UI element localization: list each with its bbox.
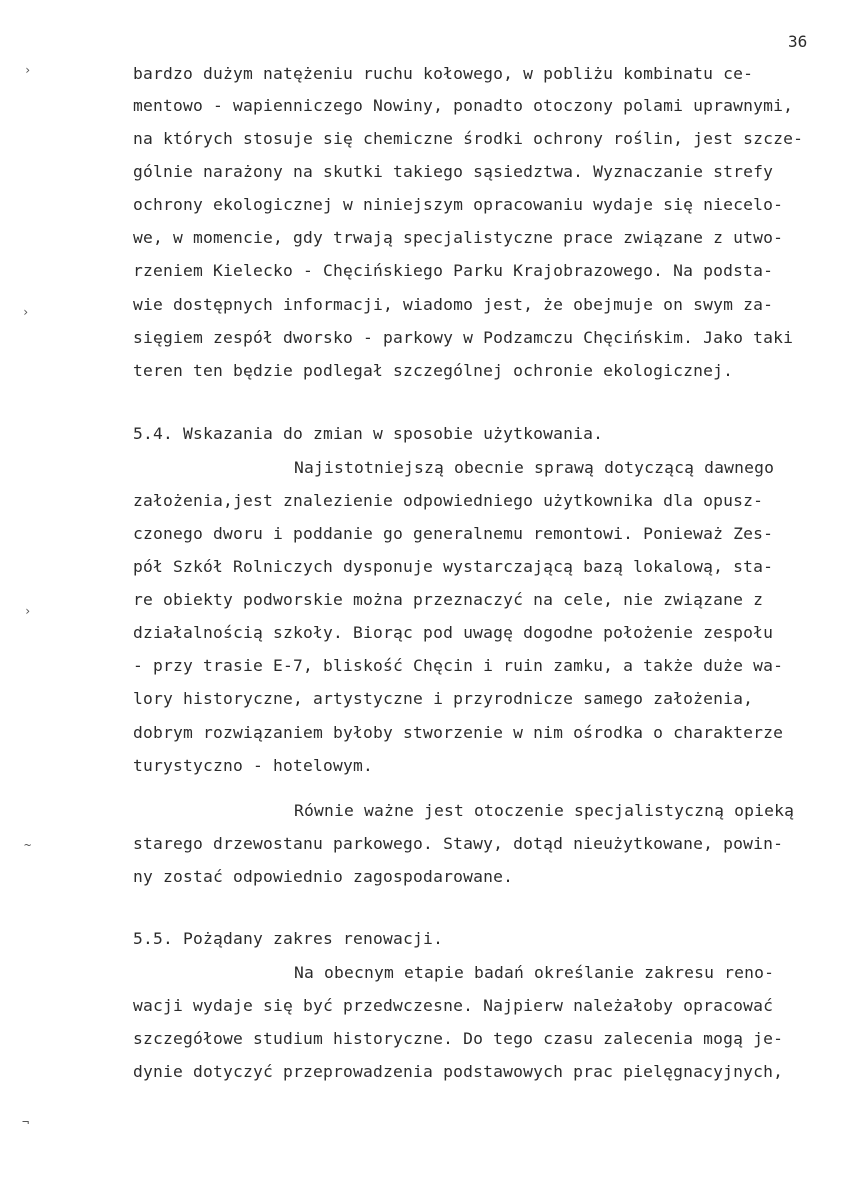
text-line: bardzo dużym natężeniu ruchu kołowego, w pobliżu kombinatu ce- bbox=[133, 64, 754, 83]
text-line: mentowo - wapienniczego Nowiny, ponadto otoczony polami uprawnymi, bbox=[133, 96, 794, 115]
text-line: Na obecnym etapie badań określanie zakresu reno- bbox=[294, 963, 775, 982]
margin-mark: › bbox=[24, 63, 32, 77]
margin-mark: › bbox=[22, 305, 30, 319]
text-line: teren ten będzie podlegał szczególnej ochronie ekologicznej. bbox=[133, 361, 734, 380]
margin-mark: › bbox=[24, 604, 32, 618]
text-line: czonego dworu i poddanie go generalnemu remontowi. Ponieważ Zes- bbox=[133, 524, 774, 543]
text-line: gólnie narażony na skutki takiego sąsiedztwa. Wyznaczanie strefy bbox=[133, 162, 774, 181]
margin-mark: ¬ bbox=[22, 1115, 30, 1129]
text-line: ochrony ekologicznej w niniejszym opracowaniu wydaje się niecelo- bbox=[133, 195, 784, 214]
text-line: starego drzewostanu parkowego. Stawy, dotąd nieużytkowane, powin- bbox=[133, 834, 784, 853]
text-line: wacji wydaje się być przedwczesne. Najpierw należałoby opracować bbox=[133, 996, 774, 1015]
section-heading: 5.5. Pożądany zakres renowacji. bbox=[133, 929, 444, 948]
text-line: - przy trasie E-7, bliskość Chęcin i ruin zamku, a także duże wa- bbox=[133, 656, 784, 675]
text-line: dobrym rozwiązaniem byłoby stworzenie w nim ośrodka o charakterze bbox=[133, 723, 784, 742]
text-line: sięgiem zespół dworsko - parkowy w Podzamczu Chęcińskim. Jako taki bbox=[133, 328, 794, 347]
text-line: lory historyczne, artystyczne i przyrodnicze samego założenia, bbox=[133, 689, 754, 708]
text-line: rzeniem Kielecko - Chęcińskiego Parku Krajobrazowego. Na podsta- bbox=[133, 261, 774, 280]
text-line: Równie ważne jest otoczenie specjalistyczną opieką bbox=[294, 801, 795, 820]
text-line: Najistotniejszą obecnie sprawą dotyczącą dawnego bbox=[294, 458, 775, 477]
section-heading: 5.4. Wskazania do zmian w sposobie użytkowania. bbox=[133, 424, 604, 443]
text-line: pół Szkół Rolniczych dysponuje wystarczającą bazą lokalową, sta- bbox=[133, 557, 774, 576]
text-line: we, w momencie, gdy trwają specjalistyczne prace związane z utwo- bbox=[133, 228, 784, 247]
text-line: wie dostępnych informacji, wiadomo jest, że obejmuje on swym za- bbox=[133, 295, 774, 314]
text-line: na których stosuje się chemiczne środki ochrony roślin, jest szcze- bbox=[133, 129, 804, 148]
page-number: 36 bbox=[788, 32, 808, 51]
text-line: re obiekty podworskie można przeznaczyć na cele, nie związane z bbox=[133, 590, 764, 609]
text-line: działalnością szkoły. Biorąc pod uwagę dogodne położenie zespołu bbox=[133, 623, 774, 642]
margin-mark: ~ bbox=[24, 838, 32, 852]
text-line: założenia,jest znalezienie odpowiedniego użytkownika dla opusz- bbox=[133, 491, 764, 510]
text-line: dynie dotyczyć przeprowadzenia podstawowych prac pielęgnacyjnych, bbox=[133, 1062, 784, 1081]
text-line: turystyczno - hotelowym. bbox=[133, 756, 374, 775]
text-line: ny zostać odpowiednio zagospodarowane. bbox=[133, 867, 514, 886]
text-line: szczegółowe studium historyczne. Do tego czasu zalecenia mogą je- bbox=[133, 1029, 784, 1048]
